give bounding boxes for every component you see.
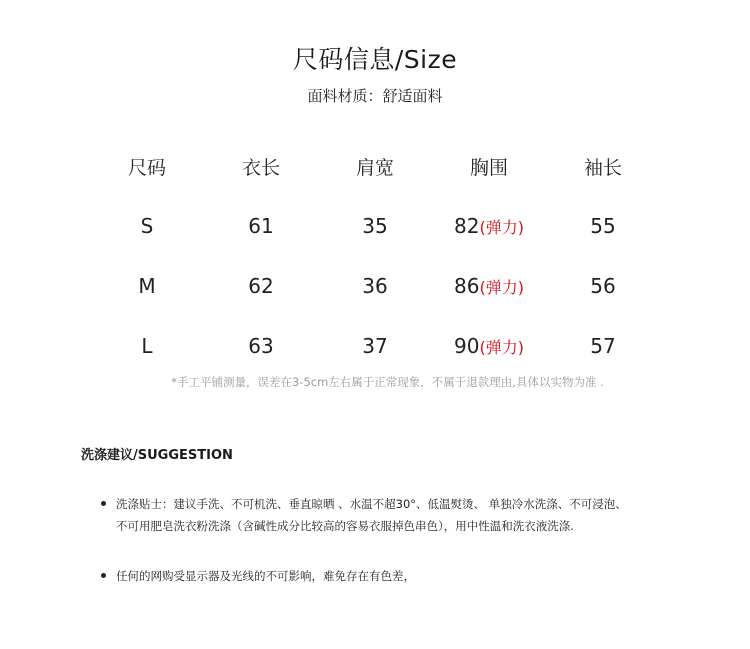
shoulder-cell: 35 [362,214,388,238]
column-header-shoulder: 肩宽 [355,156,394,179]
care-heading: 洗涤建议/SUGGESTION [81,448,233,463]
sleeve-cell: 55 [590,214,616,238]
size-table [90,136,660,376]
measurement-note: *手工平铺测量，误差在3-5cm左右属于正常现象，不属于退款理由,具体以实物为准 . [171,375,604,389]
length-cell: 61 [248,214,274,238]
shoulder-cell: 37 [362,334,388,358]
care-tip-line: 洗涤贴士：建议手洗、不可机洗、垂直晾晒 、水温不超30°、低温熨烫、 单独冷水洗涤、不可浸泡、 [116,497,627,511]
size-cell: S [140,214,154,238]
chest-cell [432,214,546,238]
chest-value: 82 [454,214,480,238]
size-cell: L [141,334,153,358]
chest-value: 86 [454,274,480,298]
column-header-length: 衣长 [241,156,280,179]
fabric-material: 面料材质：舒适面料 [307,87,443,105]
sleeve-cell: 57 [590,334,616,358]
page-title: 尺码信息/Size [292,45,458,74]
column-header-sleeve: 袖长 [583,156,622,179]
color-disclaimer: 任何的网购受显示器及光线的不可影响，难免存在有色差， [116,569,415,583]
bullet-icon [101,501,106,506]
size-table-header [90,136,660,196]
column-header-size: 尺码 [127,156,166,179]
chest-cell [432,274,546,298]
chest-cell [432,334,546,358]
length-cell: 63 [248,334,274,358]
table-row [90,256,660,316]
table-row [90,196,660,256]
elastic-label: (弹力) [479,338,524,357]
shoulder-cell: 36 [362,274,388,298]
size-cell: M [138,274,156,298]
sleeve-cell: 56 [590,274,616,298]
column-header-chest: 胸围 [469,156,508,179]
chest-value: 90 [454,334,480,358]
list-item [98,493,698,537]
length-cell: 62 [248,274,274,298]
bullet-icon [101,573,106,578]
elastic-label: (弹力) [479,218,524,237]
list-item [98,565,698,587]
elastic-label: (弹力) [479,278,524,297]
care-list [98,493,698,587]
table-row [90,316,660,376]
care-tip-line: 不可用肥皂洗衣粉洗涤（含碱性成分比较高的容易衣服掉色串色），用中性温和洗衣液洗涤. [116,519,574,533]
